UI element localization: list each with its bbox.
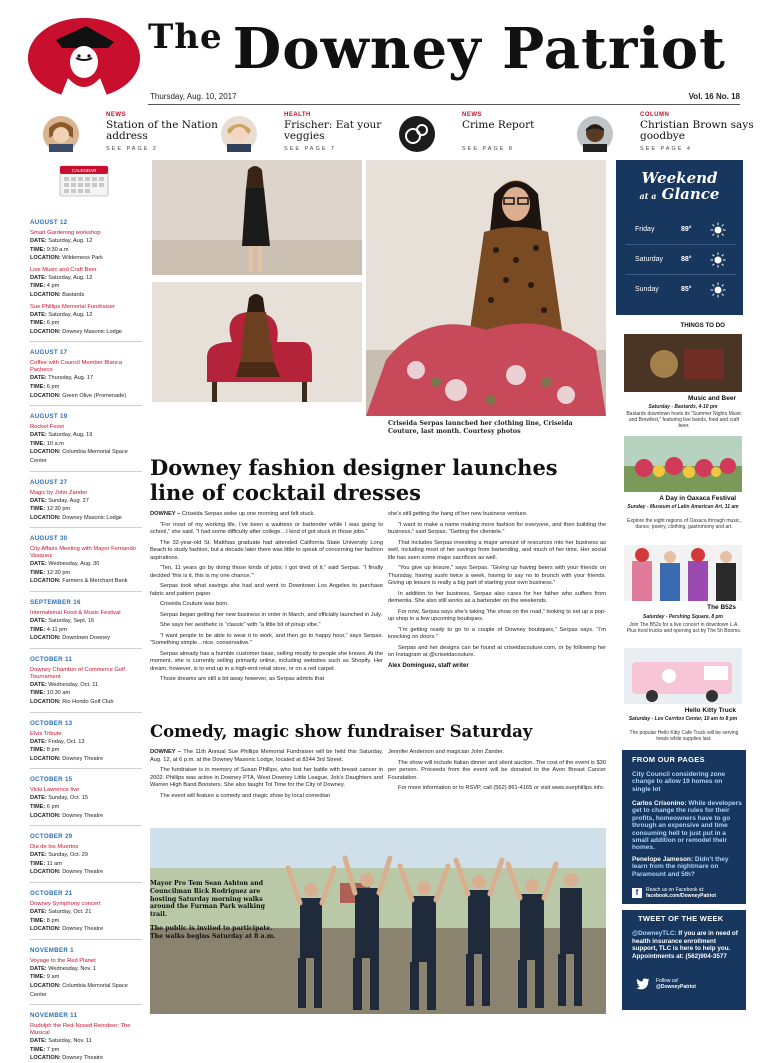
article-paragraph: “For most of my working life, I’ve been a waitress or bartender while I was going to school,” she said. “I had some difficulty after college…I kind of got stuck in those jobs.” [150, 521, 383, 535]
calendar-event-detail: DATE: Thursday, Aug. 17 [30, 375, 94, 382]
event-description: The popular Hello Kitty Cafe Truck will be serving treats while supplies last. [629, 730, 739, 742]
calendar-event[interactable] [30, 787, 142, 820]
event-when-where: Sunday - Museum of Latin American Art, 11 am [627, 504, 739, 510]
teaser-headline: Station of the Nation address [106, 119, 218, 142]
article-paragraph: Serpas began getting her new business in order in March, and officially launched in July. [160, 611, 383, 618]
calendar-event-detail: LOCATION: Downey Theatre [30, 926, 104, 933]
article-paragraph: The fundraiser is in memory of Susan Phillips, who lost her battle with breast cancer in 2002. Phillips was active in Downey PTA, West Downey Little League, Job’s Daughters and Warren High Band Boosters. She also taught Tot Time for the City of Downey. [150, 767, 383, 788]
calendar-event-title: Smart Gardening workshop [30, 230, 101, 236]
article-paragraph: In addition to her business, Serpas also cares for her father who suffers from dementia. She also still works as a bartender on the weekends. [388, 590, 606, 604]
article-paragraph: “You give up leisure,” says Serpas. “Giving up having beers with your friends on Thursday, having sushi twice a week, having to say no to brunch with your friends. Giving up leisure is really a big part of starting your own business.” [388, 565, 606, 586]
calendar-event-detail: TIME: 12:30 pm [30, 569, 71, 576]
article-headline-fundraiser: Comedy, magic show fundraiser Saturday [150, 722, 533, 741]
calendar-divider [30, 825, 142, 826]
calendar-event-detail: LOCATION: Downey Masonic Lodge [30, 514, 122, 521]
calendar-event-title: Dia de los Muertos [30, 844, 79, 851]
article-paragraph: Serpas and her designs can be found at criseidacouture.com, or by following her on Instagram at @criseidacouture. [388, 644, 606, 658]
calendar-event-title: Downey Symphony concert [30, 900, 101, 907]
photo-caption: Criseida Serpas launched her clothing line, Criseida Couture, last month. Courtesy photos [388, 420, 573, 435]
article-paragraph: For now, Serpas says she’s taking “the show on the road,” looking to set up a pop-up shop in a few upcoming boutiques. [388, 608, 606, 622]
calendar-divider [30, 768, 142, 769]
calendar-event-detail: TIME: 7 pm [30, 1046, 60, 1053]
teaser-see-page: SEE PAGE 2 [106, 146, 158, 152]
article-column [150, 749, 383, 803]
calendar-event-detail: TIME: 4-11 pm [30, 626, 67, 633]
teaser-category: HEALTH [284, 112, 311, 118]
calendar-event-detail: LOCATION: Columbia Memorial Space Center [30, 982, 128, 998]
article-column [150, 511, 383, 687]
photo-caption-walks [150, 880, 280, 947]
article-paragraph: Serpas took what savings she had and went to Downtown Los Angeles to purchase fabric and pattern paper. [150, 583, 383, 597]
sun-icon [710, 252, 726, 268]
calendar-event-title: Vicki Lawrence live [30, 787, 80, 794]
calendar-event-title: City Affairs Meeting with Mayor Fernando Vasquez [30, 546, 136, 560]
calendar-event-title: Downey Chamber of Commerce Golf Tournament [30, 666, 126, 680]
article-paragraph: The 32-year-old St. Matthias graduate had attended California State University Long Beach to study fashion, but a decade later there was little to speak of concerning her fashion aspirations. [150, 539, 383, 561]
calendar-divider [30, 405, 142, 406]
from-our-pages-comment: Penelope Jameson: Didn’t they learn from the nightmare on Paramount and 5th? [632, 856, 729, 878]
from-our-pages-headline: City Council considering zone change to allow 19 homes on single lot [632, 771, 726, 793]
weather-saturday: Saturday 88° [626, 250, 736, 270]
tweet-text: @DowneyTLC: If you are in need of health insurance enrollment support, TLC is here to help you. Appointments at: (562)904-3577 [632, 930, 738, 960]
masthead-divider [148, 104, 740, 105]
calendar-event-detail: DATE: Sunday, Oct. 29 [30, 852, 88, 859]
article-paragraph: “Ten, 11 years go by doing those kinds of jobs; I got tired of it,” said Serpas. “I finally decided ‘this is it, this is my one chance.’” [150, 565, 383, 579]
calendar-event-detail: TIME: 6 pm [30, 320, 60, 327]
teaser-see-page: SEE PAGE 4 [640, 146, 692, 152]
event-when-where: Saturday - Pershing Square, 8 pm [642, 614, 724, 620]
calendar-event[interactable] [30, 731, 142, 764]
calendar-event-detail: DATE: Saturday, Aug. 12 [30, 238, 93, 244]
handcuffs-icon [399, 116, 435, 152]
calendar-event-detail: DATE: Saturday, Aug. 12 [30, 274, 93, 281]
event-name: Music and Beer [687, 395, 736, 402]
calendar-event-detail: DATE: Saturday, Aug. 12 [30, 311, 93, 318]
issue-volume: Vol. 16 No. 18 [688, 92, 740, 101]
calendar-month-heading: AUGUST 17 [30, 349, 68, 357]
calendar-event-detail: LOCATION: Downey Theatre [30, 1055, 104, 1062]
calendar-month-heading: AUGUST 27 [30, 478, 68, 486]
article-column [388, 511, 606, 669]
article-paragraph: Those dreams are still a bit away however, as Serpas admits that [160, 676, 325, 682]
tweet-of-the-week-title: TWEET OF THE WEEK [638, 914, 724, 923]
teaser-christian-brown[interactable] [577, 112, 754, 160]
calendar-event[interactable] [30, 360, 142, 400]
article-paragraph: That includes Serpas investing a major amount of resources into her business as well, including most of her savings from bartending, and much of her time. Her social life has seen some major sacrifices as well. [388, 539, 606, 561]
calendar-event-detail: TIME: 10 a.m [30, 440, 64, 447]
article-paragraph: Criseida Couture was born. [160, 601, 229, 607]
calendar-event-detail: DATE: Wednesday, Nov. 1 [30, 965, 97, 972]
weather-divider [626, 244, 736, 245]
calendar-event-detail: TIME: 6 pm [30, 383, 60, 390]
calendar-event-detail: TIME: 10:30 am [30, 690, 71, 697]
teaser-category: NEWS [106, 112, 126, 118]
calendar-event-title: Magic by John Zander [30, 489, 88, 496]
event-when-where: Saturday - Los Cerritos Center, 10 am to 8 pm [628, 716, 738, 722]
calendar-event-detail: LOCATION: Downtown Downey [30, 635, 111, 642]
event-description: Explore the eight regions of Oaxaca through music, dance, poetry, clothing, gastronomy and art. [627, 518, 741, 530]
calendar-event-title: Voyage to the Red Planet [30, 957, 96, 964]
weather-sunday: Sunday 85° [626, 280, 736, 300]
article-paragraph: For more information or to RSVP, call (562) 861-4165 or visit www.suephillips.info. [398, 785, 605, 791]
photo-music-and-beer [624, 334, 742, 392]
calendar-event[interactable] [30, 1023, 142, 1063]
facebook-link[interactable]: f Reach us on Facebook at: facebook.com/DowneyPatriot [632, 887, 742, 899]
calendar-event[interactable] [30, 901, 142, 934]
calendar-event-detail: LOCATION: Downey Theatre [30, 869, 104, 876]
calendar-event-detail: TIME: 11 am [30, 860, 62, 867]
calendar-icon [60, 166, 108, 196]
from-our-pages-title: FROM OUR PAGES [632, 755, 705, 764]
calendar-month-heading: NOVEMBER 11 [30, 1012, 78, 1020]
calendar-event[interactable] [30, 230, 142, 263]
sun-icon [710, 222, 726, 238]
events-calendar [30, 212, 142, 1063]
calendar-divider [30, 1004, 142, 1005]
patriot-logo [28, 18, 140, 98]
calendar-event[interactable] [30, 304, 142, 337]
calendar-event-detail: DATE: Sunday, Aug. 27 [30, 497, 89, 504]
teaser-headline: Frischer: Eat your veggies [284, 119, 382, 142]
teaser-headline: Christian Brown says goodbye [640, 119, 754, 142]
calendar-event[interactable] [30, 958, 142, 999]
article-headline-fashion: Downey fashion designer launches line of cocktail dresses [150, 455, 558, 505]
calendar-event-detail: DATE: Wednesday, Aug. 30 [30, 561, 100, 568]
calendar-event-detail: TIME: 9:30 a.m [30, 246, 69, 253]
calendar-event[interactable] [30, 844, 142, 877]
event-name: The B52s [707, 604, 736, 611]
calendar-event-detail: LOCATION: Columbia Memorial Space Center [30, 449, 128, 464]
event-description: Join The B52s for a live concert in downtown L.A. Plus food trucks and opening act by The 5h Booms. [626, 622, 742, 634]
article-paragraph: Jennifer Anderson and magician John Zander. [388, 749, 505, 755]
caption-line: The public is invited to participate. The walks begins Saturday at 8 a.m. [150, 924, 276, 940]
calendar-event-title: Sue Phillips Memorial Fundraiser [30, 303, 116, 310]
calendar-event-detail: LOCATION: Farmers & Merchant Bank [30, 578, 128, 585]
photo-the-b52s [624, 545, 742, 601]
teaser-photo [577, 116, 613, 152]
teaser-see-page: SEE PAGE 7 [284, 146, 336, 152]
calendar-month-heading: OCTOBER 21 [30, 889, 73, 897]
calendar-event[interactable] [30, 490, 142, 523]
article-column [388, 749, 606, 796]
calendar-month-heading: OCTOBER 29 [30, 833, 73, 841]
teaser-crime-report[interactable] [399, 112, 569, 160]
calendar-month-heading: AUGUST 12 [30, 219, 68, 226]
calendar-event[interactable] [30, 546, 142, 586]
svg-text:CALENDAR: CALENDAR [71, 168, 97, 173]
photo-model-black-dress [152, 160, 362, 275]
calendar-event-detail: DATE: Sunday, Oct. 15 [30, 795, 88, 802]
calendar-event[interactable] [30, 424, 142, 465]
teaser-station-of-nation[interactable] [43, 112, 218, 160]
twitter-bird-icon [636, 978, 650, 990]
photo-oaxaca-festival [624, 436, 742, 492]
calendar-divider [30, 527, 142, 528]
calendar-month-heading: OCTOBER 13 [30, 719, 73, 727]
calendar-event-title: Live Music and Craft Beer [30, 266, 97, 273]
calendar-event-detail: TIME: 6 pm [30, 804, 60, 810]
calendar-event-detail: TIME: 12:30 pm [30, 506, 71, 513]
teaser-category: NEWS [462, 112, 482, 118]
calendar-event-detail: LOCATION: Wilderness Park [30, 255, 103, 262]
weather-friday: Friday 89° [626, 220, 736, 240]
calendar-event-detail: TIME: 9 am [30, 974, 60, 981]
calendar-event-detail: TIME: 8 pm [30, 747, 60, 754]
article-paragraph: The show will include Italian dinner and silent auction. The cost of the event is $30 per person. Proceeds from the event will be donated to the Avon Breast Cancer Foundation. [388, 759, 606, 781]
facebook-icon: f [632, 888, 642, 898]
article-paragraph: she’s still getting the hang of her new business venture. [388, 511, 528, 517]
photo-hello-kitty-truck [624, 648, 742, 704]
calendar-event-detail: DATE: Wednesday, Oct. 11 [30, 681, 98, 688]
article-paragraph: The event will feature a comedy and magic show by local comedian [160, 792, 331, 799]
teaser-category: COLUMN [640, 112, 670, 118]
calendar-event-detail: DATE: Friday, Oct. 13 [30, 738, 85, 745]
calendar-divider [30, 939, 142, 940]
article-byline: Alex Dominguez, staff writer [388, 662, 469, 669]
weather-divider [626, 274, 736, 275]
calendar-month-heading: NOVEMBER 1 [30, 946, 74, 954]
teaser-headline: Crime Report [462, 119, 535, 131]
teaser-photo [221, 116, 257, 152]
calendar-event-detail: TIME: 4 pm [30, 283, 60, 290]
event-name: Hello Kitty Truck [684, 707, 736, 714]
calendar-event-detail: TIME: 8 pm [30, 917, 60, 924]
article-paragraph: “I want people to be able to wear it to work, and then go to happy hour,” says Serpas. “Something simple…nice, conservative.” [150, 632, 383, 646]
calendar-month-heading: OCTOBER 15 [30, 776, 73, 784]
article-paragraph: Serpas already has a humble customer base, selling mostly to people she knows. At the moment, she is currently selling primarily online, including websites such as Shopify. Her dream, however, is to end up in a high-end retail store, or on a red carpet. [150, 650, 383, 672]
event-description: Bastards downtown hosts its “Summer Nights Music and Brewfest,” featuring live bands, food and craft beer. [626, 411, 742, 429]
article-paragraph: “I’m getting ready to go to a couple of Downey boutiques,” Serpas says. “I’m knocking on doors.” [388, 626, 606, 640]
calendar-event-title: Rudolph the Red-Nosed Reindeer: The Musical [30, 1023, 131, 1037]
event-when-where: Saturday - Bastards, 4-10 pm [648, 404, 718, 410]
twitter-follow[interactable]: Follow us! @DowneyPatriot [636, 978, 742, 990]
calendar-divider [30, 712, 142, 713]
article-paragraph: “I want to make a name making more fashion for everyone, and then building the business,” said Serpas. “Getting the clientele.” [388, 521, 606, 535]
calendar-month-heading: AUGUST 30 [30, 535, 68, 543]
teaser-frischer[interactable] [221, 112, 391, 160]
calendar-event-detail: LOCATION: Downey Theatre [30, 755, 104, 762]
calendar-divider [30, 591, 142, 592]
calendar-month-heading: OCTOBER 11 [30, 655, 73, 663]
from-our-pages-comment: Carlos Crisonino: While developers get to change the rules for their profits, homeowners have to go through an expensive and time consuming hell to just put in a small addition or remodel their homes. [632, 800, 742, 852]
masthead-title: $^{The}$ Downey Patriot [148, 16, 726, 82]
photo-model-red-chair [152, 282, 362, 402]
calendar-event-detail: LOCATION: Bastards [30, 291, 85, 298]
article-paragraph: DOWNEY – Criseida Serpas woke up one morning and felt stuck. [150, 511, 315, 517]
calendar-event-title: Rocket Fever [30, 424, 65, 431]
event-name: A Day in Oaxaca Festival [659, 495, 736, 502]
calendar-event[interactable] [30, 667, 142, 707]
calendar-divider [30, 648, 142, 649]
calendar-event-detail: LOCATION: Rio Hondo Golf Club [30, 699, 114, 706]
calendar-event-title: Elvis Tribute [30, 730, 62, 737]
calendar-divider [30, 882, 142, 883]
calendar-event-detail: DATE: Saturday, Aug. 19 [30, 432, 93, 439]
article-paragraph: She says her aesthetic is “classic” with “a little bit of pinup vibe.” [160, 622, 321, 628]
calendar-event-detail: LOCATION: Green Olive (Promenade) [30, 392, 127, 399]
calendar-event-detail: LOCATION: Downey Theatre [30, 812, 104, 819]
calendar-event-detail: DATE: Saturday, Oct. 21 [30, 908, 92, 915]
calendar-divider [30, 471, 142, 472]
things-to-do-title: THINGS TO DO [680, 322, 725, 329]
calendar-month-heading: AUGUST 19 [30, 413, 68, 421]
calendar-event-detail: DATE: Saturday, Sept. 16 [30, 618, 95, 625]
calendar-divider [30, 341, 142, 342]
caption-line: Mayor Pro Tem Sean Ashton and Councilman Rick Rodriguez are hosting Saturday morning walks around the Furman Park walking trail. [150, 880, 265, 919]
teaser-see-page: SEE PAGE 8 [462, 146, 514, 152]
calendar-event[interactable] [30, 267, 142, 300]
calendar-event-detail: LOCATION: Downey Masonic Lodge [30, 328, 122, 335]
weekend-at-a-glance-title: Weekend at a Glance [639, 169, 720, 203]
issue-date: Thursday, Aug. 10, 2017 [150, 92, 237, 101]
article-paragraph: DOWNEY – The 11th Annual Sue Phillips Memorial Fundraiser will be held this Saturday, Aug. 12, at 6 p.m. at the Downey Masonic Lodge, located at 8244 3rd Street. [150, 749, 384, 763]
teaser-photo [43, 116, 79, 152]
sun-icon [710, 282, 726, 298]
calendar-month-heading: SEPTEMBER 16 [30, 599, 81, 607]
calendar-event-title: Coffee with Council Member Blanca Pacheco [30, 360, 123, 374]
calendar-event[interactable] [30, 610, 142, 643]
photo-criseida-serpas [366, 160, 606, 416]
calendar-event-detail: DATE: Saturday, Nov. 11 [30, 1038, 92, 1045]
calendar-event-title: International Food & Music Festival [30, 610, 121, 617]
